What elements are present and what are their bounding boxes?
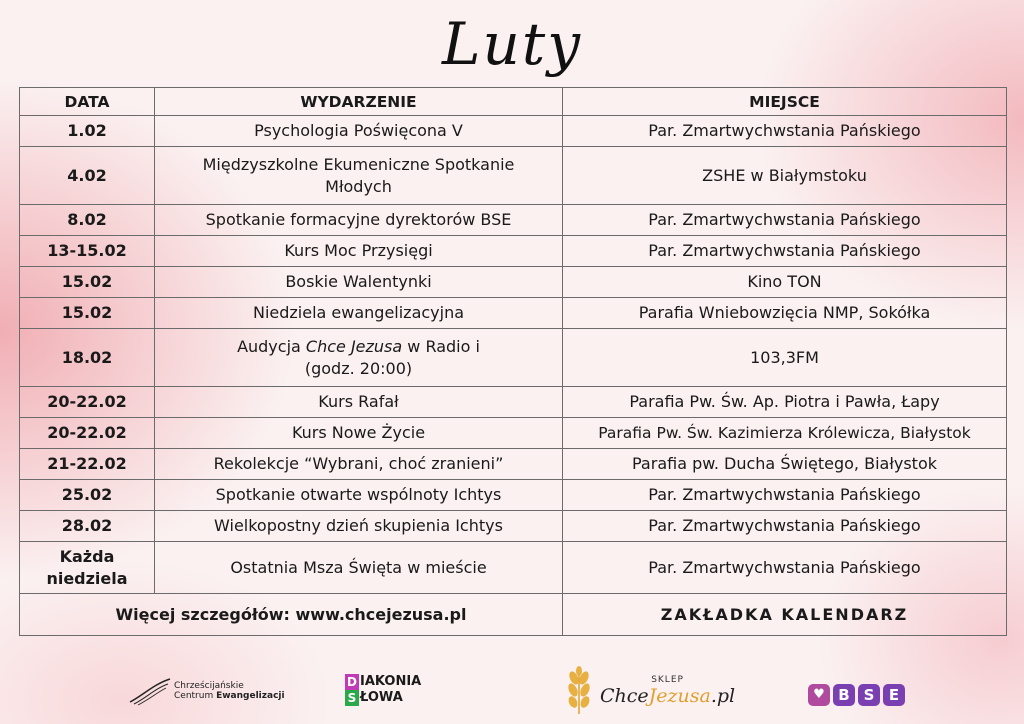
row-date: 21-22.02 [20,449,155,480]
table-row [20,418,1007,449]
cce-line-2a: Centrum [174,691,217,701]
date-line-2: niedziela [46,568,128,588]
row-place: ZSHE w Białymstoku [563,147,1007,205]
row-place: Par. Zmartwychwstania Pańskiego [563,236,1007,267]
row-place: Parafia pw. Ducha Świętego, Białystok [563,449,1007,480]
shop-logo [562,666,735,716]
event-text-italic: Chce Jezusa [305,336,403,356]
slowa-s-square: S [345,690,359,706]
row-event: Psychologia Poświęcona V [155,116,563,147]
cce-text [174,681,285,701]
cce-line-1: Chrześcijańskie [174,681,244,691]
row-date: 1.02 [20,116,155,147]
diakonia-slowa-logo [345,674,421,706]
row-place: Kino TON [563,267,1007,298]
row-place: Parafia Pw. Św. Kazimierza Królewicza, Białystok [563,418,1007,449]
row-event: Wielkopostny dzień skupienia Ichtys [155,511,563,542]
shop-name-c: .pl [710,685,736,707]
row-event: Kurs Rafał [155,387,563,418]
row-place: Par. Zmartwychwstania Pańskiego [563,116,1007,147]
header-place: MIEJSCE [563,88,1007,116]
page-title: Luty [442,10,582,78]
row-date: 20-22.02 [20,387,155,418]
table-row [20,387,1007,418]
row-event: Międzyszkolne Ekumeniczne Spotkanie Młodych [155,147,563,205]
date-line-1: Każda [59,546,115,566]
shop-name-b: Jezusa [648,685,711,707]
table-row [20,298,1007,329]
events-table [19,87,1007,636]
header-event: WYDARZENIE [155,88,563,116]
cce-line-2b: Ewangelizacji [216,691,285,701]
row-place: 103,3FM [563,329,1007,387]
bse-heart-icon: ♥ [808,684,830,706]
row-event: Rekolekcje “Wybrani, choć zranieni” [155,449,563,480]
row-event: Spotkanie formacyjne dyrektorów BSE [155,205,563,236]
row-date: 15.02 [20,267,155,298]
table-row [20,480,1007,511]
table-row [20,449,1007,480]
diakonia-text: IAKONIA [360,674,422,689]
slowa-text: ŁOWA [360,690,403,705]
shop-name [600,685,735,707]
calendar-tab-note: ZAKŁADKA KALENDARZ [563,594,1007,636]
table-row [20,267,1007,298]
row-event: Niedziela ewangelizacyjna [155,298,563,329]
table-footer-row [20,594,1007,636]
row-date: 18.02 [20,329,155,387]
shop-name-a: Chce [600,685,649,707]
row-place: Par. Zmartwychwstania Pańskiego [563,511,1007,542]
row-event: Spotkanie otwarte wspólnoty Ichtys [155,480,563,511]
row-event: Kurs Nowe Życie [155,418,563,449]
row-date: 13-15.02 [20,236,155,267]
row-date: 8.02 [20,205,155,236]
row-date: 15.02 [20,298,155,329]
row-event: Kurs Moc Przysięgi [155,236,563,267]
row-event: Boskie Walentynki [155,267,563,298]
event-text-suffix: w Radio i [402,336,480,356]
more-details-link[interactable]: Więcej szczegółów: www.chcejezusa.pl [20,594,563,636]
table-row [20,236,1007,267]
bse-letter-b: B [833,684,855,706]
row-place: Parafia Wniebowzięcia NMP, Sokółka [563,298,1007,329]
row-date: 25.02 [20,480,155,511]
table-row [20,542,1007,594]
table-header-row [20,88,1007,116]
cce-logo [128,676,285,706]
row-place: Parafia Pw. Św. Ap. Piotra i Pawła, Łapy [563,387,1007,418]
row-date [20,542,155,594]
bse-logo [808,684,905,706]
row-event: Ostatnia Msza Święta w mieście [155,542,563,594]
header-date: DATA [20,88,155,116]
bse-letter-s: S [858,684,880,706]
bse-letter-e: E [883,684,905,706]
table-row [20,147,1007,205]
row-place: Par. Zmartwychwstania Pańskiego [563,205,1007,236]
event-text-time: (godz. 20:00) [304,358,413,378]
table-row [20,205,1007,236]
row-place: Par. Zmartwychwstania Pańskiego [563,480,1007,511]
table-row [20,116,1007,147]
event-text-prefix: Audycja [237,336,306,356]
cce-swirl-icon [128,676,172,706]
row-date: 28.02 [20,511,155,542]
partner-logos [0,660,1024,724]
row-date: 4.02 [20,147,155,205]
row-place: Par. Zmartwychwstania Pańskiego [563,542,1007,594]
table-row [20,329,1007,387]
diakonia-d-square: D [345,674,359,690]
wheat-icon [562,666,596,716]
row-event [155,329,563,387]
table-row [20,511,1007,542]
row-date: 20-22.02 [20,418,155,449]
shop-label: SKLEP [651,675,684,685]
